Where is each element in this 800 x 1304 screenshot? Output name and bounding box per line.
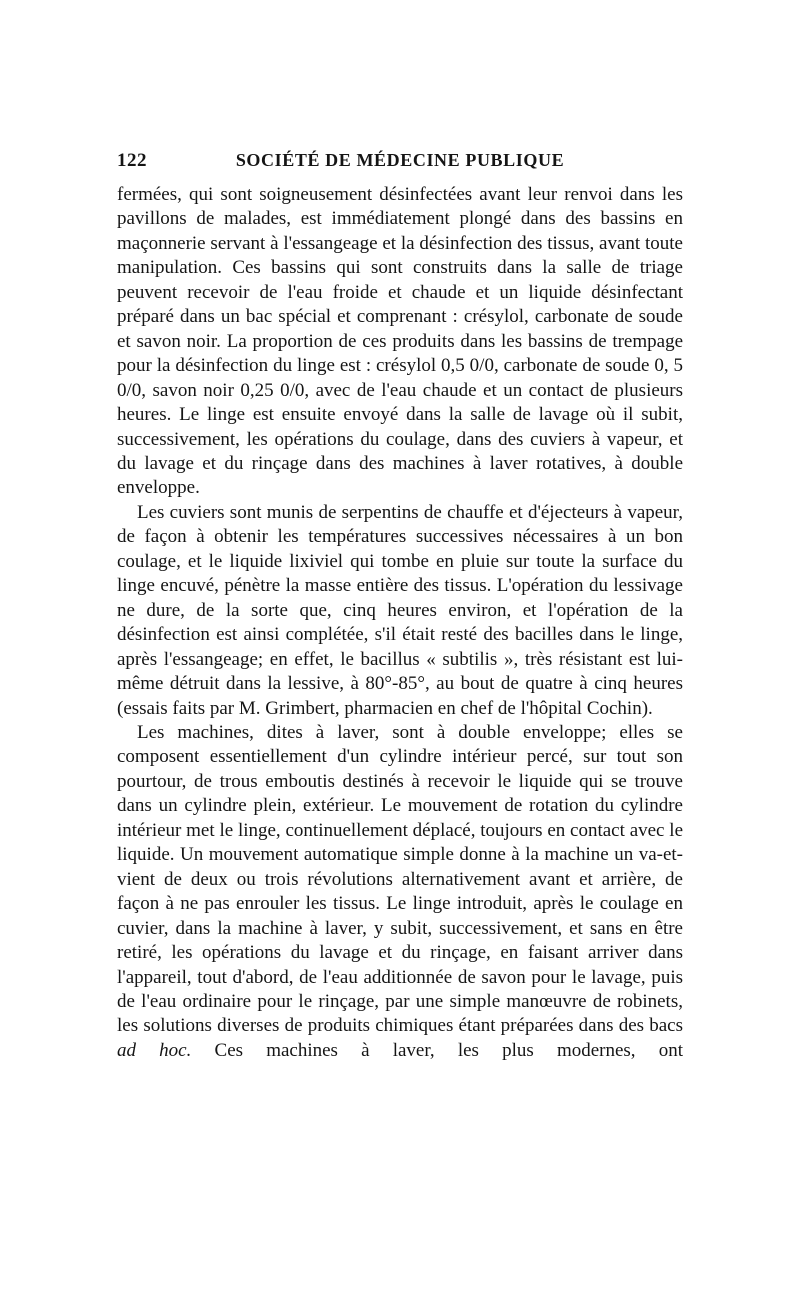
page-number: 122 xyxy=(117,150,147,171)
running-head: SOCIÉTÉ DE MÉDECINE PUBLIQUE xyxy=(235,150,565,170)
paragraph-cuviers: Les cuviers sont munis de serpentins de chauffe et d'éjecteurs à vapeur, de façon à obtenir les températures successives nécessaires à un bon coulage, et le liquide lixiviel qui tombe en pluie sur toute la surface du linge encuvé, pénètre la masse entière des tissus. L'opération du lessivage ne dure, de la sorte que, cinq heures environ, et l'opération de la désinfection est ainsi complétée, s'il était resté des bacilles dans le linge, après l'essangeage; en effet, le bacillus « subtilis », très résistant est lui-même détruit dans la lessive, à 80°-85°, au bout de quatre à cinq heures (essais faits par M. Grimbert, pharmacien en chef de l'hôpital Cochin). xyxy=(117,501,683,719)
paragraph-machines-text: Les machines, dites à laver, sont à double enveloppe; elles se composent essentiellement d'un cylindre intérieur percé, sur tout son pourtour, de trous emboutis destinés à recevoir le liquide qui se trouve dans un cylindre plein, extérieur. Le mouvement de rotation du cylindre intérieur met le linge, continuellement déplacé, toujours en contact avec le liquide. Un mouvement automatique simple donne à la machine un va-et-vient de deux ou trois révolutions alternativement avant et arrière, de façon à ne pas enrouler les tissus. Le linge introduit, après le coulage en cuvier, dans la machine à laver, y subit, successivement, et sans en être retiré, les opérations du lavage et du rinçage, en faisant arriver dans l'appareil, tout d'abord, de l'eau additionnée de savon pour le lavage, puis de l'eau ordinaire pour le rinçage, par une simple manœuvre de robinets, les solutions diverses de produits chimiques étant préparées dans des bacs xyxy=(117,721,683,1037)
paragraph-machines xyxy=(117,721,683,1063)
paragraph-continuation: fermées, qui sont soigneusement désinfectées avant leur renvoi dans les pavillons de malades, est immédiatement plongé dans des bassins en maçonnerie servant à l'essangeage et la désinfection des tissus, avant toute manipulation. Ces bassins qui sont construits dans la salle de triage peuvent recevoir de l'eau froide et chaude et un liquide désinfectant préparé dans un bac spécial et comprenant : crésylol, carbonate de soude et savon noir. La proportion de ces produits dans les bassins de trempage pour la désinfection du linge est : crésylol 0,5 0/0, carbonate de soude 0, 5 0/0, savon noir 0,25 0/0, avec de l'eau chaude et un contact de plusieurs heures. Le linge est ensuite envoyé dans la salle de lavage où il subit, successivement, les opérations du coulage, dans des cuviers à vapeur, et du lavage et du rinçage dans des machines à laver rotatives, à double enveloppe. xyxy=(117,184,683,499)
page-header xyxy=(117,150,683,178)
italic-ad-hoc: ad hoc. xyxy=(117,1039,192,1061)
body-text xyxy=(117,183,683,1063)
paragraph-machines-tail: Ces machines à laver, les plus modernes, ont xyxy=(191,1039,683,1061)
